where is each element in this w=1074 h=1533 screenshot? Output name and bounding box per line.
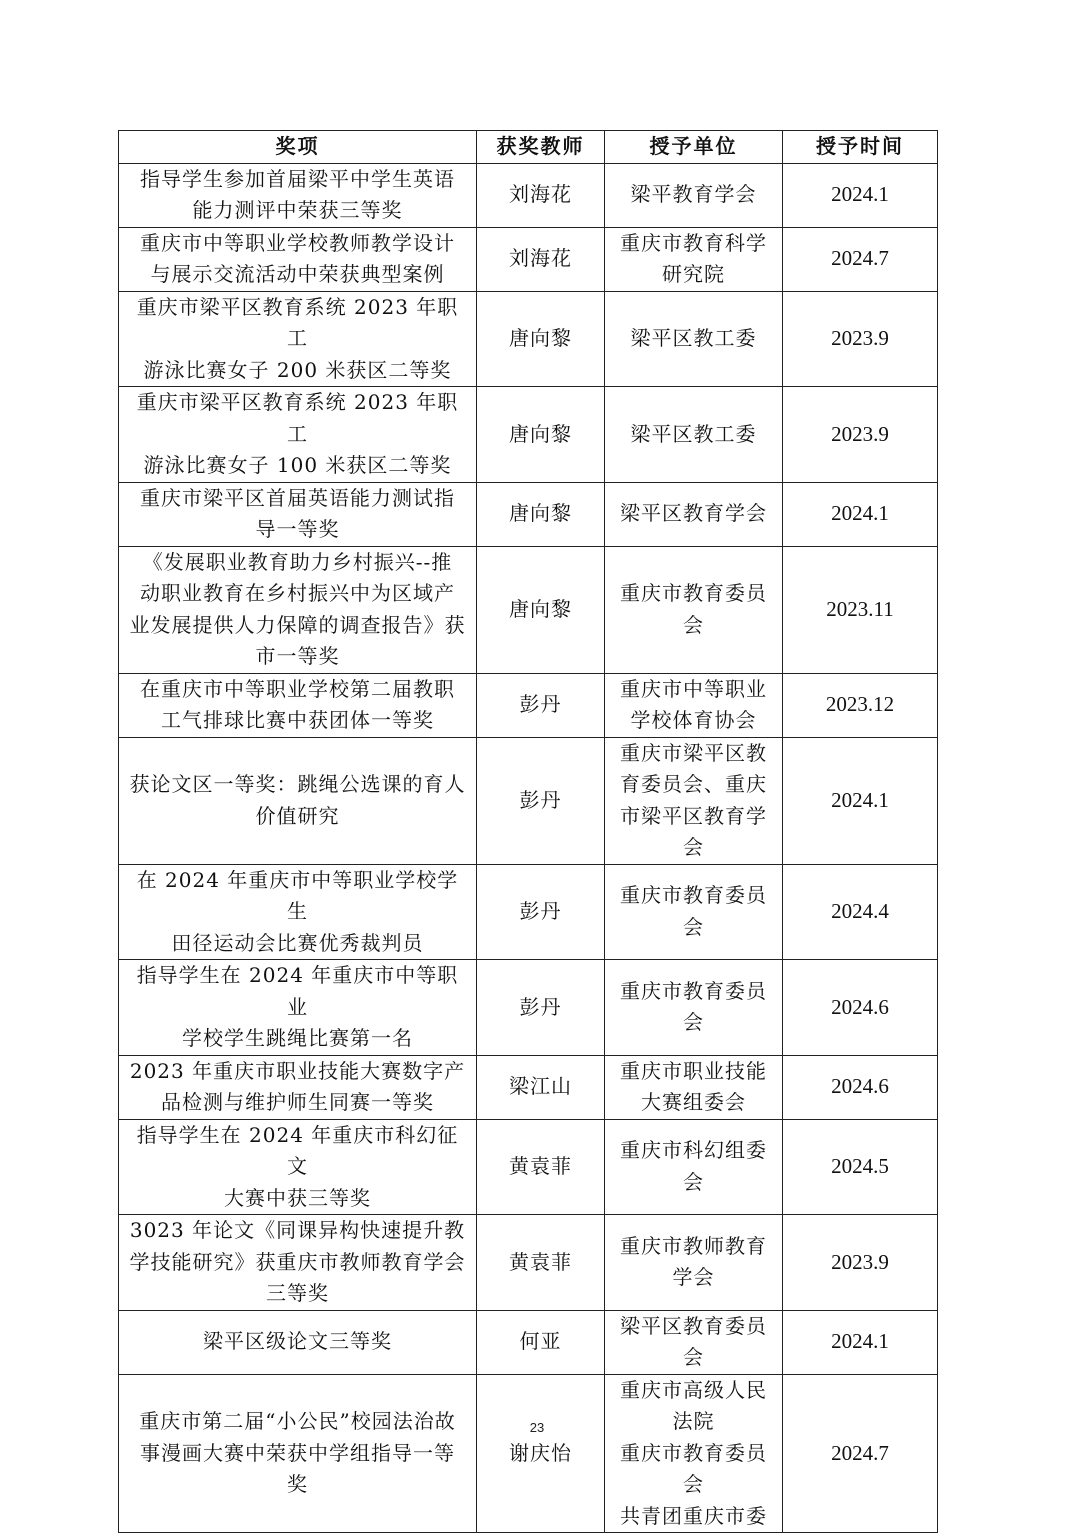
- teacher-cell-text: 何亚: [519, 1329, 562, 1354]
- unit-cell: [605, 1215, 783, 1311]
- teacher-cell: [477, 1055, 605, 1119]
- award-cell-text: 重庆市第二届“小公民”校园法治故 事漫画大赛中荣获中学组指导一等 奖: [139, 1409, 456, 1496]
- award-cell: [119, 1310, 477, 1374]
- award-cell-text: 《发展职业教育助力乡村振兴--推 动职业教育在乡村振兴中为区域产 业发展提供人力保障的调查报告》获 市一等奖: [129, 549, 466, 668]
- header-date: 授予时间: [783, 131, 938, 164]
- date-cell-text: 2023.9: [831, 326, 889, 350]
- teacher-cell: [477, 482, 605, 546]
- unit-cell: [605, 1119, 783, 1215]
- table-row: [119, 291, 938, 387]
- date-cell: [783, 482, 938, 546]
- header-teacher: 获奖教师: [477, 131, 605, 164]
- award-cell-text: 重庆市梁平区首届英语能力测试指 导一等奖: [140, 485, 455, 541]
- table-row: [119, 960, 938, 1056]
- date-cell: [783, 387, 938, 483]
- table-row: [119, 163, 938, 227]
- page-number: 23: [529, 1420, 545, 1435]
- award-cell: [119, 1374, 477, 1533]
- teacher-cell-text: 梁江山: [509, 1074, 572, 1099]
- table-row: [119, 387, 938, 483]
- date-cell: [783, 1310, 938, 1374]
- table-row: [119, 1055, 938, 1119]
- unit-cell: [605, 864, 783, 960]
- award-cell: [119, 673, 477, 737]
- teacher-cell: [477, 960, 605, 1056]
- date-cell-text: 2024.1: [831, 182, 889, 207]
- teacher-cell: [477, 1374, 605, 1533]
- date-cell: [783, 227, 938, 291]
- date-cell: [783, 737, 938, 864]
- table-row: [119, 737, 938, 864]
- date-cell-text: 2024.1: [831, 787, 889, 812]
- award-cell: [119, 1215, 477, 1311]
- date-cell: [783, 1215, 938, 1311]
- teacher-cell: [477, 737, 605, 864]
- award-cell: [119, 1119, 477, 1215]
- teacher-cell-text: 刘海花: [509, 246, 572, 271]
- date-cell-text: 2024.7: [831, 1440, 889, 1465]
- teacher-cell: [477, 387, 605, 483]
- unit-cell-text: 重庆市教育委员 会: [620, 883, 767, 939]
- award-cell: [119, 737, 477, 864]
- date-cell-text: 2024.1: [831, 1329, 889, 1354]
- table-row: [119, 1310, 938, 1374]
- award-cell: [119, 864, 477, 960]
- date-cell-text: 2023.11: [826, 596, 894, 621]
- table-row: [119, 864, 938, 960]
- table-row: [119, 1374, 938, 1533]
- date-cell: [783, 546, 938, 673]
- date-cell: [783, 1119, 938, 1215]
- unit-cell: [605, 960, 783, 1056]
- date-cell: [783, 864, 938, 960]
- date-cell-text: 2023.9: [831, 1249, 889, 1274]
- table-row: [119, 673, 938, 737]
- teacher-cell-text: 彭丹: [519, 994, 562, 1019]
- unit-cell: [605, 546, 783, 673]
- teacher-cell: [477, 1310, 605, 1374]
- teacher-cell-text: 唐向黎: [509, 596, 572, 621]
- teacher-cell-text: 唐向黎: [509, 326, 572, 350]
- date-cell-text: 2024.6: [831, 994, 889, 1019]
- unit-cell: [605, 737, 783, 864]
- teacher-cell-text: 彭丹: [519, 899, 562, 923]
- unit-cell-text: 梁平区教工委: [630, 421, 757, 446]
- table-row: [119, 227, 938, 291]
- table-row: [119, 546, 938, 673]
- award-cell: [119, 546, 477, 673]
- date-cell: [783, 1055, 938, 1119]
- award-cell-text: 指导学生在 2024 年重庆市科幻征文 大赛中获三等奖: [136, 1122, 459, 1210]
- award-cell: [119, 163, 477, 227]
- date-cell-text: 2024.5: [831, 1154, 889, 1178]
- award-cell-text: 在重庆市中等职业学校第二届教职 工气排球比赛中获团体一等奖: [140, 676, 455, 732]
- unit-cell-text: 重庆市职业技能 大赛组委会: [620, 1058, 767, 1114]
- date-cell-text: 2024.7: [831, 246, 889, 271]
- unit-cell-text: 重庆市中等职业 学校体育协会: [620, 676, 767, 732]
- teacher-cell-text: 彭丹: [519, 787, 562, 812]
- unit-cell: [605, 1310, 783, 1374]
- unit-cell: [605, 387, 783, 483]
- teacher-cell-text: 唐向黎: [509, 501, 572, 526]
- unit-cell: [605, 673, 783, 737]
- unit-cell-text: 重庆市科幻组委 会: [620, 1138, 767, 1194]
- teacher-cell-text: 彭丹: [519, 692, 562, 717]
- award-cell-text: 3023 年论文《同课异构快速提升教 学技能研究》获重庆市教师教育学会 三等奖: [129, 1218, 466, 1305]
- award-cell: [119, 960, 477, 1056]
- award-cell-text: 指导学生在 2024 年重庆市中等职业 学校学生跳绳比赛第一名: [136, 963, 459, 1050]
- table-body: [119, 163, 938, 1533]
- unit-cell-text: 梁平区教育学会: [620, 501, 767, 526]
- award-cell: [119, 482, 477, 546]
- unit-cell-text: 重庆市梁平区教 育委员会、重庆 市梁平区教育学 会: [620, 740, 767, 859]
- date-cell: [783, 673, 938, 737]
- award-cell-text: 在 2024 年重庆市中等职业学校学生 田径运动会比赛优秀裁判员: [136, 867, 459, 955]
- unit-cell: [605, 227, 783, 291]
- unit-cell-text: 重庆市教育科学 研究院: [620, 230, 767, 286]
- teacher-cell: [477, 291, 605, 387]
- unit-cell-text: 重庆市高级人民 法院 重庆市教育委员 会 共青团重庆市委: [620, 1377, 767, 1528]
- date-cell: [783, 291, 938, 387]
- table-row: [119, 482, 938, 546]
- teacher-cell-text: 谢庆怡: [509, 1440, 572, 1465]
- unit-cell-text: 重庆市教育委员 会: [620, 581, 767, 637]
- award-cell-text: 获论文区一等奖：跳绳公选课的育人 价值研究: [129, 772, 466, 828]
- unit-cell-text: 梁平区教工委: [630, 326, 757, 350]
- unit-cell-text: 重庆市教师教育 学会: [620, 1233, 767, 1290]
- award-cell: [119, 387, 477, 483]
- date-cell: [783, 960, 938, 1056]
- teacher-cell-text: 唐向黎: [509, 421, 572, 446]
- teacher-cell-text: 黄袁菲: [509, 1249, 572, 1274]
- teacher-cell: [477, 546, 605, 673]
- award-cell-text: 梁平区级论文三等奖: [203, 1329, 392, 1354]
- unit-cell: [605, 1055, 783, 1119]
- unit-cell-text: 重庆市教育委员 会: [620, 978, 767, 1035]
- table-row: [119, 1119, 938, 1215]
- date-cell-text: 2023.9: [831, 421, 889, 446]
- unit-cell: [605, 163, 783, 227]
- date-cell-text: 2023.12: [825, 692, 895, 717]
- award-cell-text: 重庆市梁平区教育系统 2023 年职工 游泳比赛女子 100 米获区二等奖: [136, 390, 459, 477]
- award-cell: [119, 227, 477, 291]
- award-table: [118, 130, 938, 1533]
- teacher-cell-text: 黄袁菲: [509, 1154, 572, 1178]
- header-award: 奖项: [119, 131, 477, 164]
- unit-cell: [605, 291, 783, 387]
- header-unit: 授予单位: [605, 131, 783, 164]
- header-row: [119, 131, 938, 164]
- teacher-cell: [477, 673, 605, 737]
- date-cell-text: 2024.1: [831, 501, 889, 526]
- date-cell: [783, 163, 938, 227]
- unit-cell-text: 梁平区教育委员 会: [620, 1313, 767, 1369]
- unit-cell: [605, 482, 783, 546]
- award-cell-text: 2023 年重庆市职业技能大赛数字产 品检测与维护师生同赛一等奖: [129, 1058, 466, 1114]
- teacher-cell-text: 刘海花: [509, 182, 572, 207]
- award-cell-text: 指导学生参加首届梁平中学生英语 能力测评中荣获三等奖: [140, 166, 455, 222]
- award-cell-text: 重庆市中等职业学校教师教学设计 与展示交流活动中荣获典型案例: [140, 230, 455, 286]
- award-cell: [119, 291, 477, 387]
- unit-cell-text: 梁平教育学会: [630, 182, 757, 207]
- award-cell: [119, 1055, 477, 1119]
- date-cell: [783, 1374, 938, 1533]
- teacher-cell: [477, 1119, 605, 1215]
- teacher-cell: [477, 227, 605, 291]
- date-cell-text: 2024.4: [831, 899, 889, 923]
- award-cell-text: 重庆市梁平区教育系统 2023 年职工 游泳比赛女子 200 米获区二等奖: [136, 294, 459, 382]
- teacher-cell: [477, 1215, 605, 1311]
- table-row: [119, 1215, 938, 1311]
- date-cell-text: 2024.6: [831, 1074, 889, 1099]
- teacher-cell: [477, 864, 605, 960]
- unit-cell: [605, 1374, 783, 1533]
- teacher-cell: [477, 163, 605, 227]
